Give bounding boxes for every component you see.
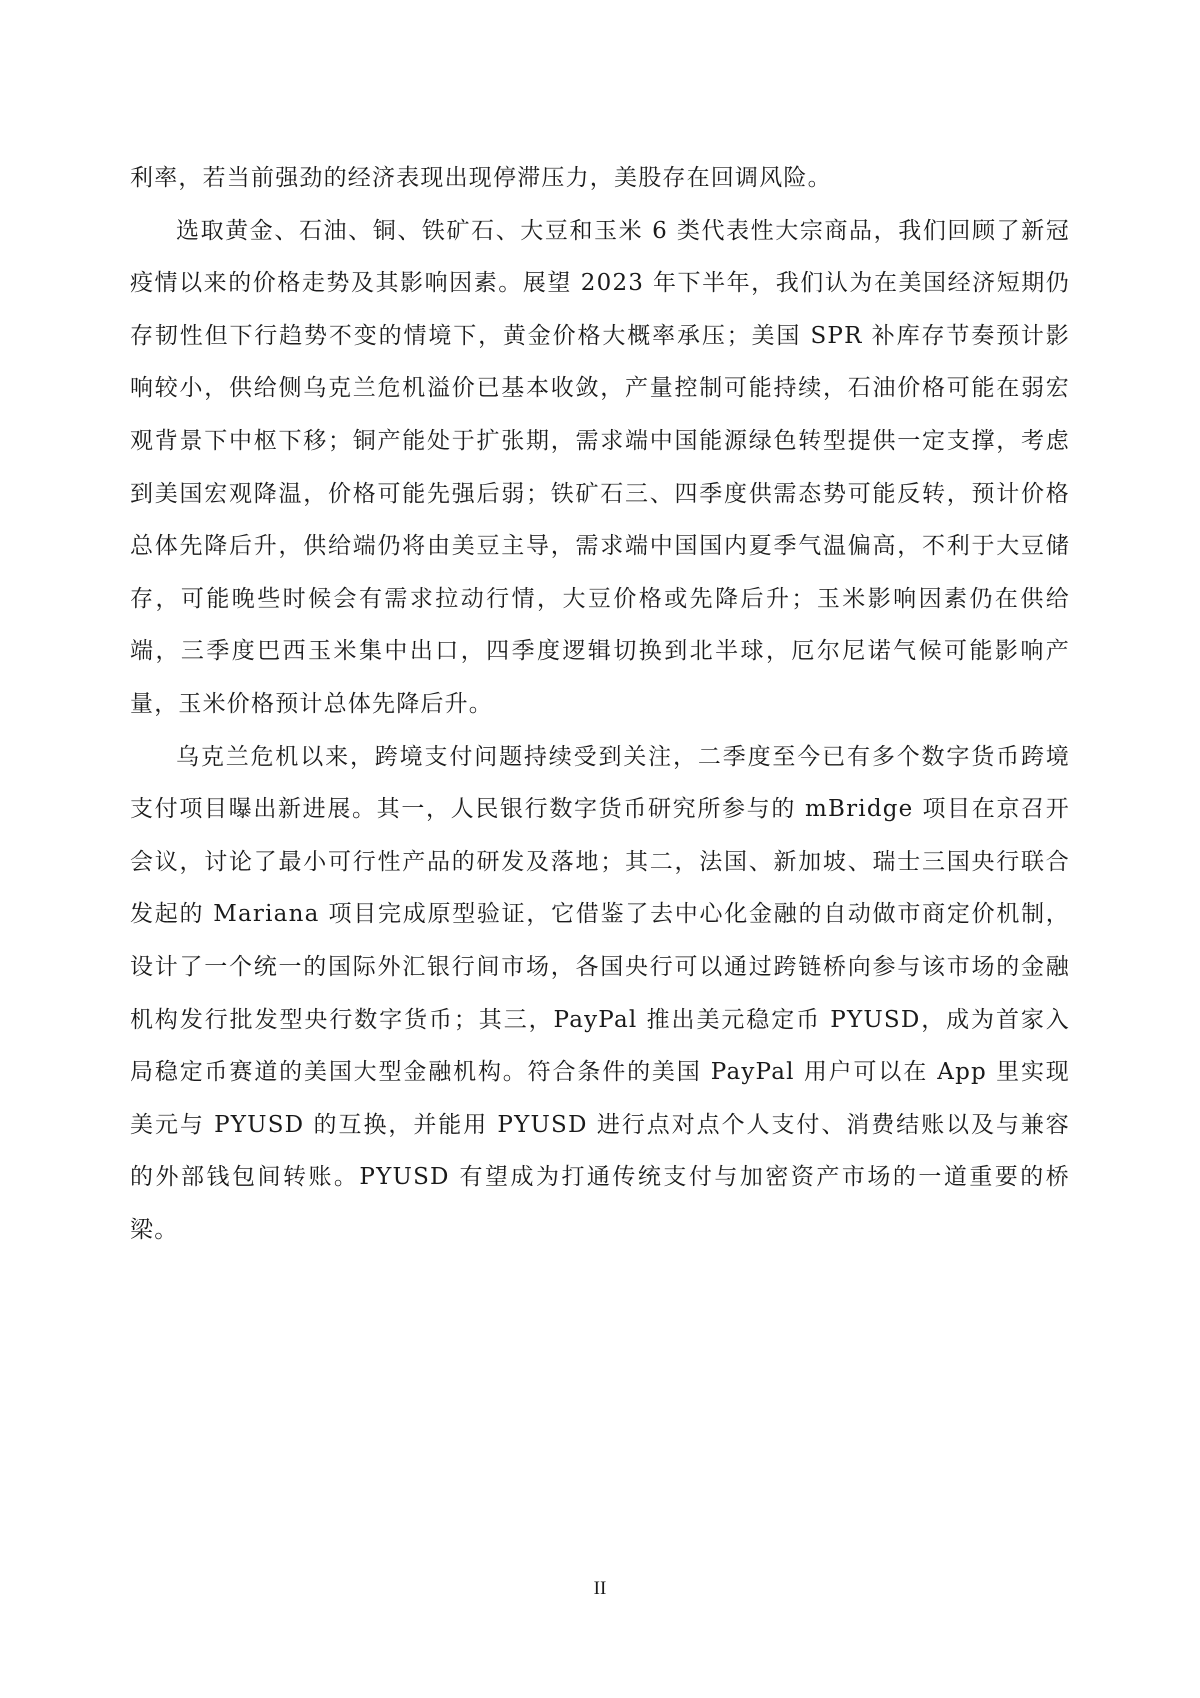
page-number: II xyxy=(593,1578,607,1599)
paragraph-commodities: 选取黄金、石油、铜、铁矿石、大豆和玉米 6 类代表性大宗商品，我们回顾了新冠疫情以来的价格走势及其影响因素。展望 2023 年下半年，我们认为在美国经济短期仍存韧性但下行趋势不变的情境下，黄金价格大概率承压；美国 SPR 补库存节奏预计影响较小，供给侧乌克兰危机溢价已基本收敛，产量控制可能持续，石油价格可能在弱宏观背景下中枢下移；铜产能处于扩张期，需求端中国能源绿色转型提供一定支撑，考虑到美国宏观降温，价格可能先强后弱；铁矿石三、四季度供需态势可能反转，预计价格总体先降后升，供给端仍将由美豆主导，需求端中国国内夏季气温偏高，不利于大豆储存，可能晚些时候会有需求拉动行情，大豆价格或先降后升；玉米影响因素仍在供给端，三季度巴西玉米集中出口，四季度逻辑切换到北半球，厄尔尼诺气候可能影响产量，玉米价格预计总体先降后升。 xyxy=(130,217,1070,717)
body-text xyxy=(130,152,1070,1256)
paragraph-continued: 利率，若当前强劲的经济表现出现停滞压力，美股存在回调风险。 xyxy=(130,165,832,191)
paragraph-cross-border-payments: 乌克兰危机以来，跨境支付问题持续受到关注，二季度至今已有多个数字货币跨境支付项目曝出新进展。其一，人民银行数字货币研究所参与的 mBridge 项目在京召开会议，讨论了最小可行性产品的研发及落地；其二，法国、新加坡、瑞士三国央行联合发起的 Mariana 项目完成原型验证，它借鉴了去中心化金融的自动做市商定价机制，设计了一个统一的国际外汇银行间市场，各国央行可以通过跨链桥向参与该市场的金融机构发行批发型央行数字货币；其三，PayPal 推出美元稳定币 PYUSD，成为首家入局稳定币赛道的美国大型金融机构。符合条件的美国 PayPal 用户可以在 App 里实现美元与 PYUSD 的互换，并能用 PYUSD 进行点对点个人支付、消费结账以及与兼容的外部钱包间转账。PYUSD 有望成为打通传统支付与加密资产市场的一道重要的桥梁。 xyxy=(130,743,1070,1243)
